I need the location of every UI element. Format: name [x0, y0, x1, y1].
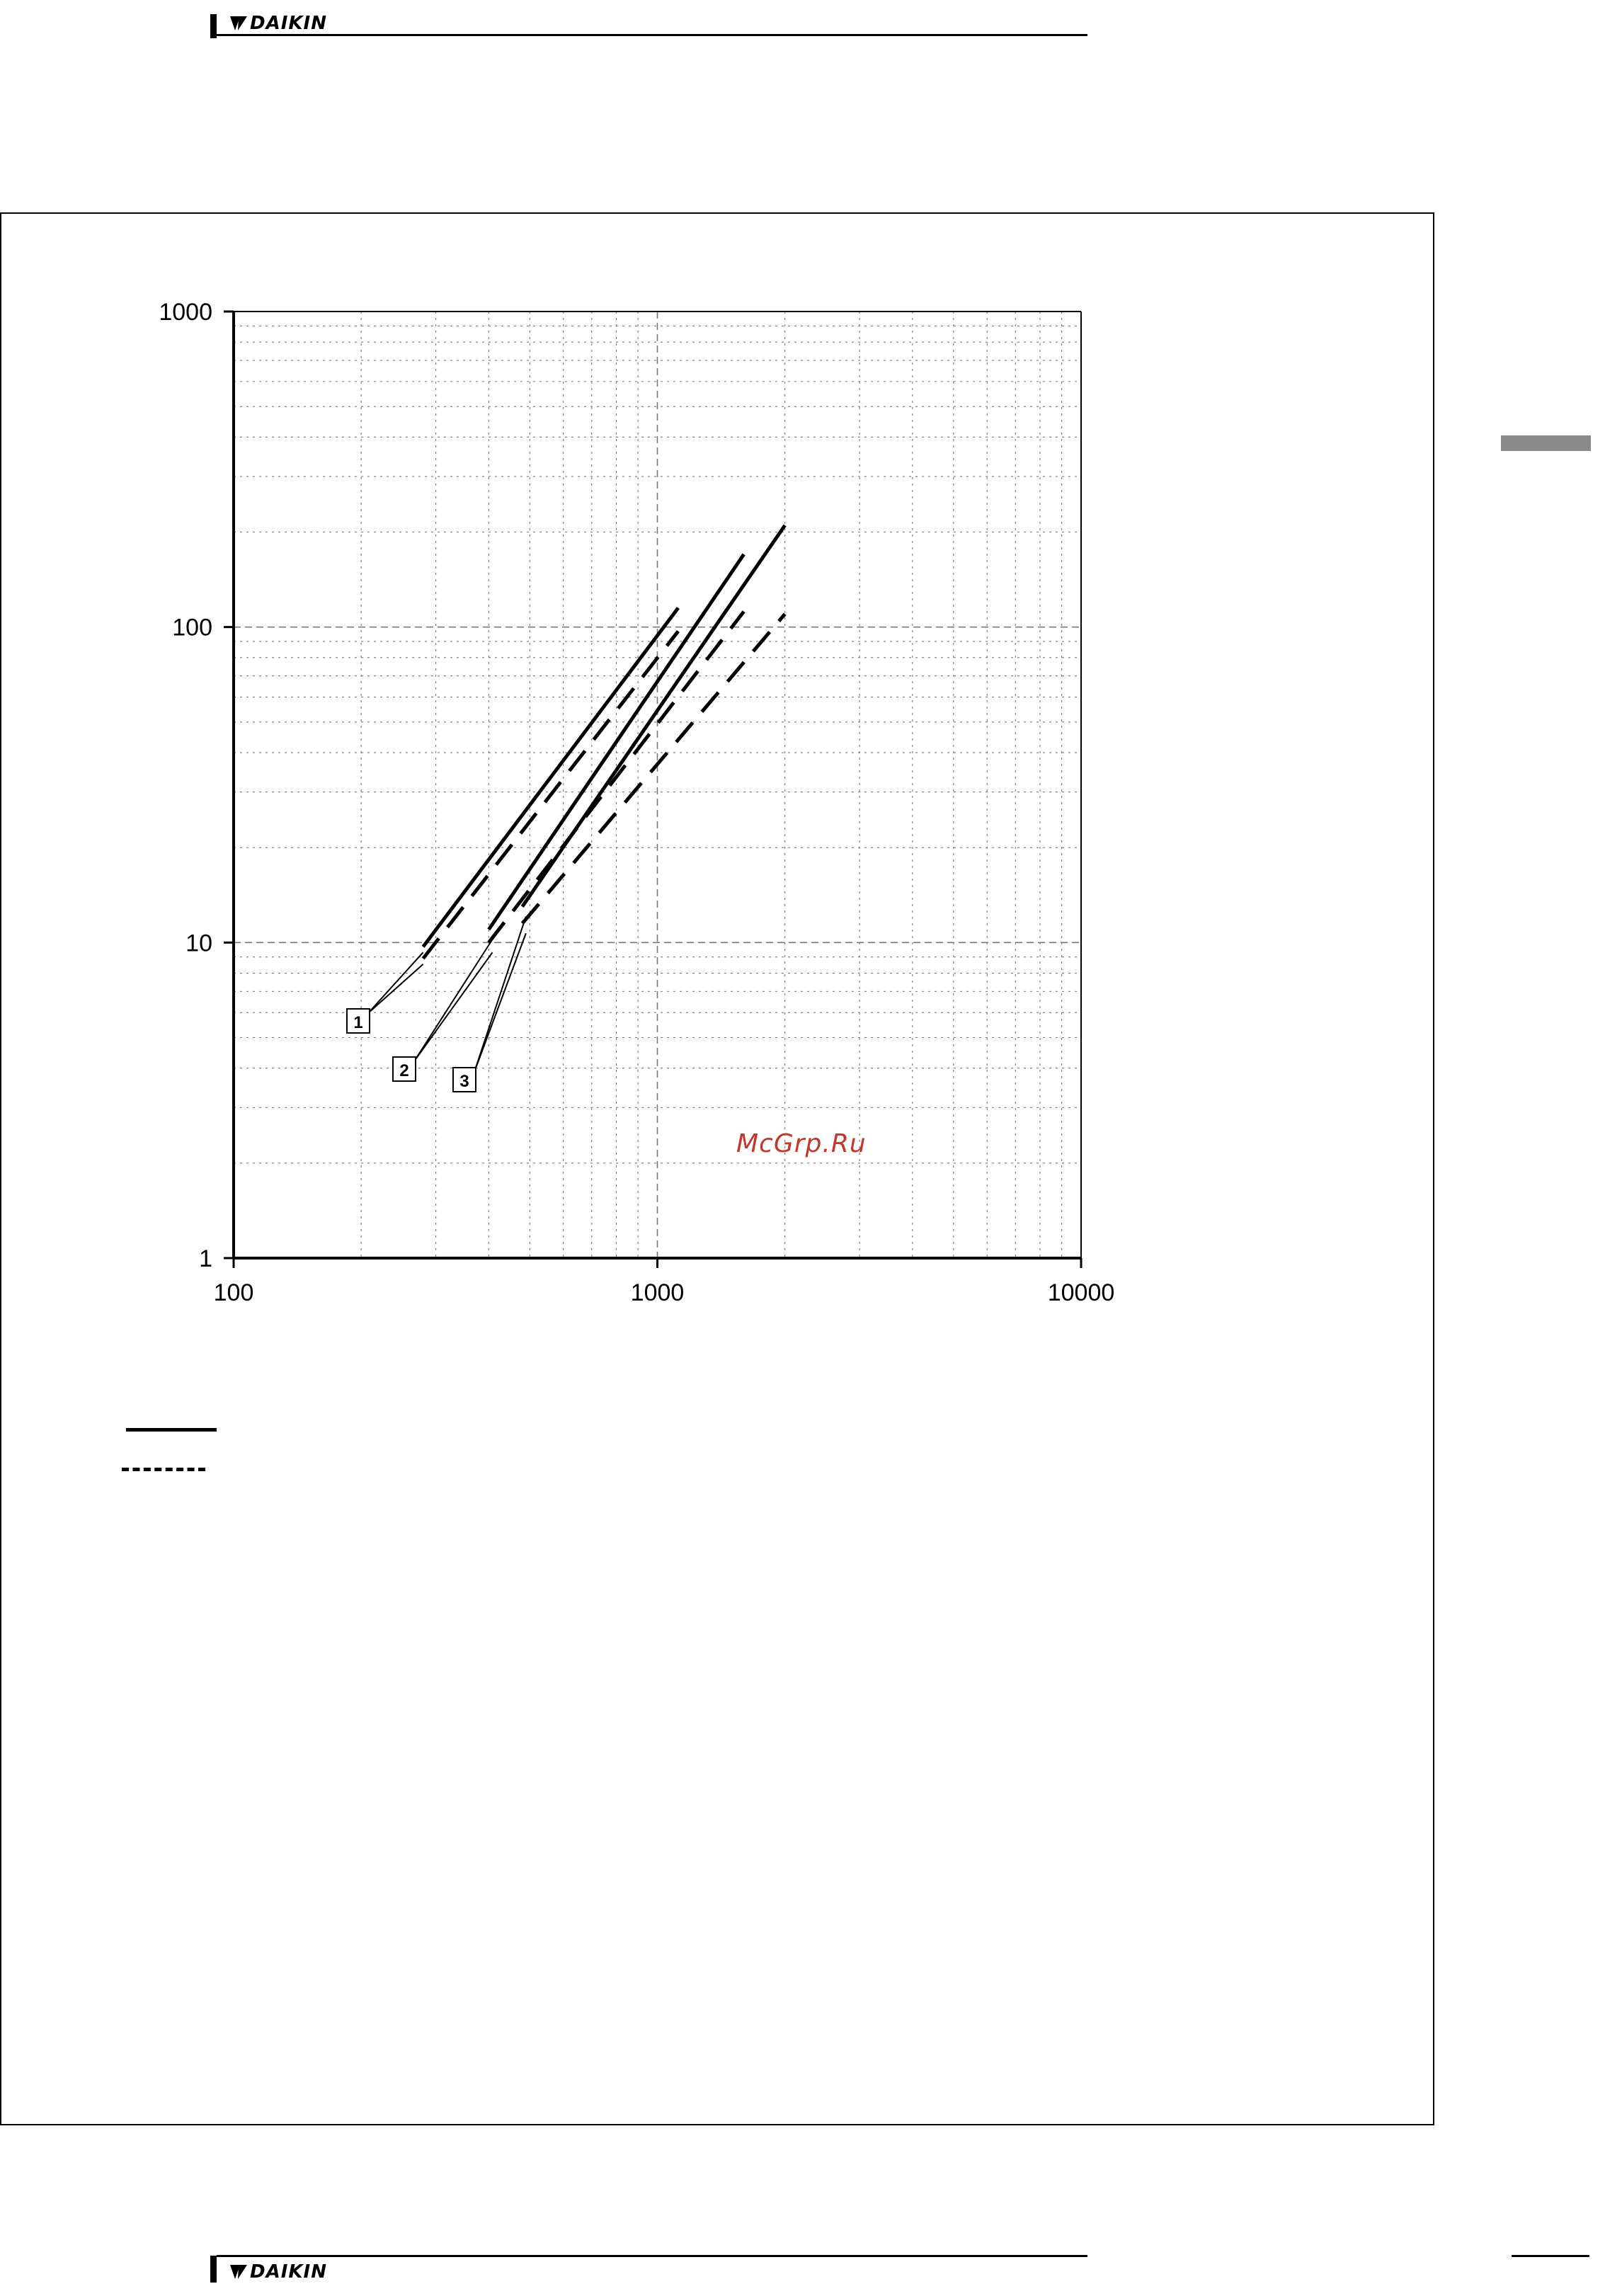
brand-name-footer: DAIKIN — [250, 2261, 327, 2283]
series-line-1-dashed — [423, 632, 678, 959]
x-tick-label: 100 — [213, 1279, 254, 1306]
y-tick-label: 1000 — [159, 299, 212, 326]
annotation-leader — [414, 952, 492, 1061]
daikin-logo-footer — [229, 2261, 327, 2283]
annotation-leader — [474, 933, 526, 1072]
x-tick-label: 1000 — [630, 1279, 685, 1306]
legend-solid-line — [126, 1428, 217, 1432]
x-tick-label: 10000 — [1047, 1279, 1115, 1306]
y-tick-label: 10 — [185, 930, 212, 957]
annotation-label: 3 — [459, 1072, 469, 1091]
y-tick-label: 100 — [172, 614, 212, 641]
footer-rule — [217, 2255, 1087, 2257]
footer-marker — [210, 2256, 217, 2283]
footer-bar — [207, 2253, 1092, 2288]
y-tick-label: 1 — [199, 1245, 212, 1272]
daikin-logo-icon — [229, 2262, 249, 2282]
page-number-rule — [1512, 2255, 1589, 2257]
watermark: McGrp.Ru — [736, 1129, 867, 1158]
annotation-label: 1 — [353, 1013, 363, 1032]
series-line-3-solid — [522, 525, 785, 906]
legend-dashed-line — [122, 1468, 205, 1471]
annotation-leader — [368, 952, 423, 1013]
annotation-leader — [474, 917, 526, 1072]
brand-name: DAIKIN — [250, 13, 327, 34]
annotation-label: 2 — [399, 1061, 409, 1080]
annotation-leader — [368, 964, 423, 1013]
series-line-1-solid — [423, 608, 678, 947]
